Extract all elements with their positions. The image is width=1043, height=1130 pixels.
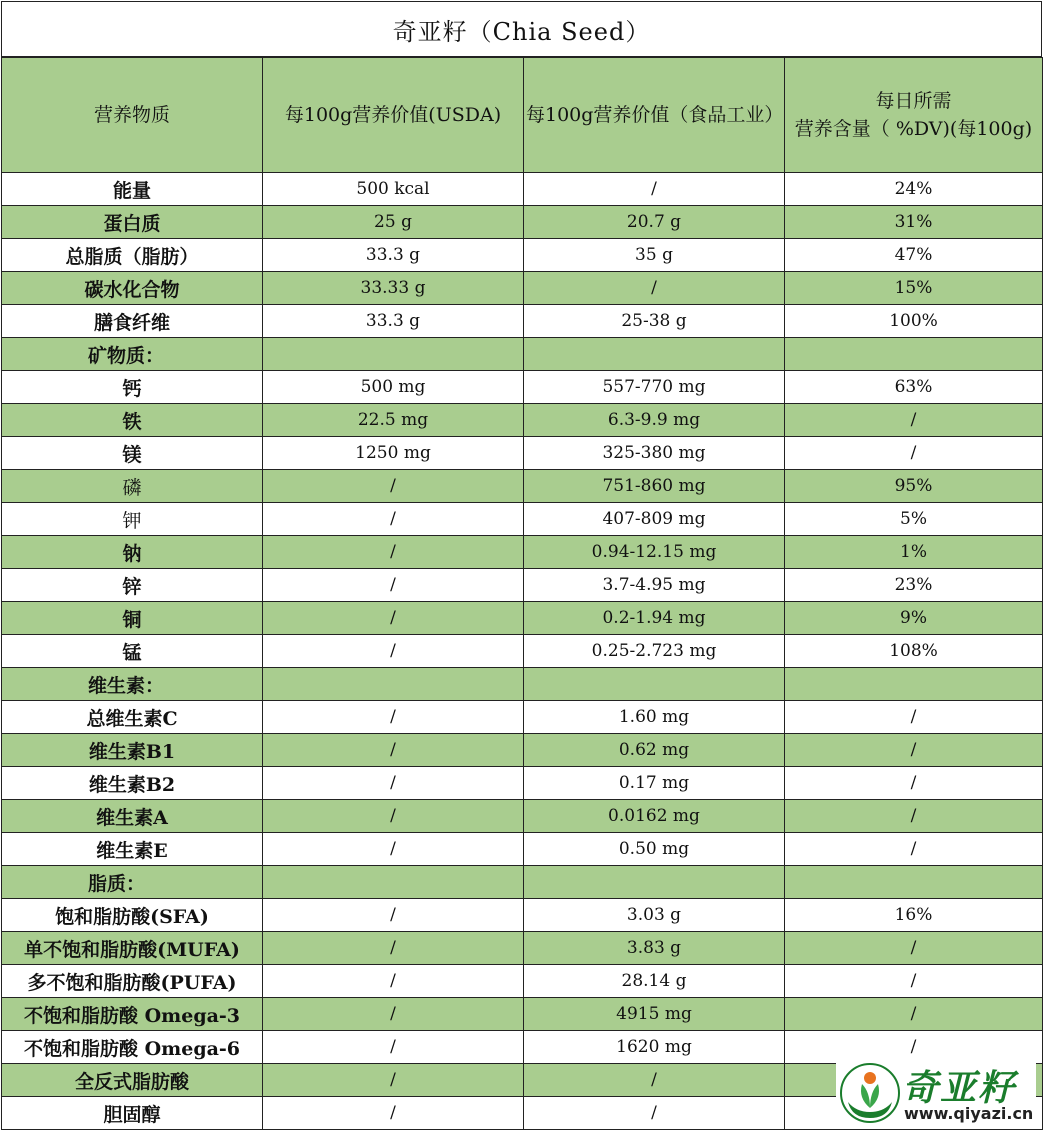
cell-usda: / — [263, 701, 524, 734]
cell-usda: 25 g — [263, 206, 524, 239]
cell-nutrient: 单不饱和脂肪酸(MUFA) — [2, 932, 263, 965]
table-row — [2, 800, 1043, 833]
cell-nutrient: 脂质： — [2, 866, 263, 899]
cell-industry: / — [524, 173, 785, 206]
cell-industry: 0.94-12.15 mg — [524, 536, 785, 569]
cell-dv: 63% — [785, 371, 1043, 404]
cell-dv: 108% — [785, 635, 1043, 668]
table-row — [2, 272, 1043, 305]
cell-usda: / — [263, 833, 524, 866]
cell-industry: 28.14 g — [524, 965, 785, 998]
cell-usda: / — [263, 536, 524, 569]
cell-dv: 31% — [785, 206, 1043, 239]
cell-industry: 25-38 g — [524, 305, 785, 338]
cell-nutrient: 维生素B2 — [2, 767, 263, 800]
cell-usda: / — [263, 1031, 524, 1064]
cell-industry: 0.50 mg — [524, 833, 785, 866]
table-row — [2, 239, 1043, 272]
cell-nutrient: 维生素E — [2, 833, 263, 866]
cell-usda: / — [263, 899, 524, 932]
cell-usda: 500 mg — [263, 371, 524, 404]
header-industry: 每100g营养价值（食品工业） — [524, 58, 785, 173]
cell-industry: 557-770 mg — [524, 371, 785, 404]
table-row — [2, 701, 1043, 734]
cell-usda: / — [263, 998, 524, 1031]
logo-url: www.qiyazi.cn — [904, 1104, 1034, 1123]
table-row — [2, 371, 1043, 404]
cell-usda: / — [263, 734, 524, 767]
cell-usda: / — [263, 800, 524, 833]
cell-dv: / — [785, 1031, 1043, 1064]
table-row — [2, 536, 1043, 569]
cell-industry: 3.83 g — [524, 932, 785, 965]
cell-usda: 33.3 g — [263, 305, 524, 338]
cell-dv — [785, 338, 1043, 371]
cell-industry: / — [524, 1064, 785, 1097]
cell-usda: / — [263, 569, 524, 602]
table-body — [2, 173, 1043, 1130]
cell-dv: 5% — [785, 503, 1043, 536]
cell-usda: 500 kcal — [263, 173, 524, 206]
cell-nutrient: 铜 — [2, 602, 263, 635]
cell-usda: / — [263, 932, 524, 965]
table-row — [2, 734, 1043, 767]
cell-dv: / — [785, 701, 1043, 734]
cell-dv: / — [785, 734, 1043, 767]
cell-dv: / — [785, 998, 1043, 1031]
cell-dv: 1% — [785, 536, 1043, 569]
cell-usda: / — [263, 602, 524, 635]
cell-dv: 47% — [785, 239, 1043, 272]
cell-nutrient: 饱和脂肪酸(SFA) — [2, 899, 263, 932]
cell-nutrient: 膳食纤维 — [2, 305, 263, 338]
cell-dv: 100% — [785, 305, 1043, 338]
table-row — [2, 173, 1043, 206]
table-row — [2, 932, 1043, 965]
cell-industry: 0.0162 mg — [524, 800, 785, 833]
nutrition-table — [1, 57, 1043, 1130]
cell-dv: 24% — [785, 173, 1043, 206]
cell-usda — [263, 866, 524, 899]
brand-logo — [836, 1060, 1036, 1126]
cell-dv: / — [785, 800, 1043, 833]
table-row — [2, 998, 1043, 1031]
cell-usda: / — [263, 1064, 524, 1097]
cell-dv: / — [785, 932, 1043, 965]
header-row — [2, 58, 1043, 173]
cell-nutrient: 矿物质： — [2, 338, 263, 371]
cell-dv — [785, 866, 1043, 899]
cell-dv: 9% — [785, 602, 1043, 635]
cell-nutrient: 铁 — [2, 404, 263, 437]
cell-industry: 751-860 mg — [524, 470, 785, 503]
cell-dv: 15% — [785, 272, 1043, 305]
table-row — [2, 668, 1043, 701]
header-dv — [785, 58, 1043, 173]
cell-industry: 0.25-2.723 mg — [524, 635, 785, 668]
table-row — [2, 404, 1043, 437]
cell-industry — [524, 338, 785, 371]
cell-industry: / — [524, 1097, 785, 1130]
cell-nutrient: 蛋白质 — [2, 206, 263, 239]
cell-dv: / — [785, 833, 1043, 866]
logo-name: 奇亚籽 — [902, 1067, 1017, 1109]
table-row — [2, 503, 1043, 536]
cell-dv: / — [785, 767, 1043, 800]
cell-nutrient: 总脂质（脂肪） — [2, 239, 263, 272]
cell-dv — [785, 668, 1043, 701]
cell-dv: 95% — [785, 470, 1043, 503]
cell-nutrient: 锰 — [2, 635, 263, 668]
cell-industry — [524, 866, 785, 899]
cell-industry: 3.03 g — [524, 899, 785, 932]
table-row — [2, 206, 1043, 239]
cell-industry — [524, 668, 785, 701]
cell-usda: 1250 mg — [263, 437, 524, 470]
cell-usda: / — [263, 965, 524, 998]
cell-usda: / — [263, 503, 524, 536]
table-row — [2, 437, 1043, 470]
cell-industry: 325-380 mg — [524, 437, 785, 470]
cell-industry: 3.7-4.95 mg — [524, 569, 785, 602]
cell-industry: 6.3-9.9 mg — [524, 404, 785, 437]
cell-industry: 1620 mg — [524, 1031, 785, 1064]
table-row — [2, 470, 1043, 503]
cell-usda: / — [263, 635, 524, 668]
cell-industry: 35 g — [524, 239, 785, 272]
table-row — [2, 602, 1043, 635]
cell-industry: 0.62 mg — [524, 734, 785, 767]
cell-usda — [263, 338, 524, 371]
cell-nutrient: 镁 — [2, 437, 263, 470]
cell-nutrient: 多不饱和脂肪酸(PUFA) — [2, 965, 263, 998]
table-row — [2, 767, 1043, 800]
cell-nutrient: 维生素B1 — [2, 734, 263, 767]
table-row — [2, 569, 1043, 602]
cell-industry: 1.60 mg — [524, 701, 785, 734]
cell-nutrient: 钙 — [2, 371, 263, 404]
cell-dv: 16% — [785, 899, 1043, 932]
cell-usda: 22.5 mg — [263, 404, 524, 437]
table-row — [2, 833, 1043, 866]
cell-nutrient: 总维生素C — [2, 701, 263, 734]
cell-nutrient: 不饱和脂肪酸 Omega-6 — [2, 1031, 263, 1064]
cell-nutrient: 全反式脂肪酸 — [2, 1064, 263, 1097]
cell-nutrient: 钾 — [2, 503, 263, 536]
cell-dv: 23% — [785, 569, 1043, 602]
cell-usda — [263, 668, 524, 701]
cell-usda: 33.33 g — [263, 272, 524, 305]
cell-industry: 0.17 mg — [524, 767, 785, 800]
table-row — [2, 1031, 1043, 1064]
leaf-hands-icon — [838, 1062, 902, 1124]
cell-nutrient: 能量 — [2, 173, 263, 206]
table-row — [2, 635, 1043, 668]
cell-nutrient: 磷 — [2, 470, 263, 503]
cell-nutrient: 不饱和脂肪酸 Omega-3 — [2, 998, 263, 1031]
cell-industry: 20.7 g — [524, 206, 785, 239]
table-row — [2, 899, 1043, 932]
cell-nutrient: 钠 — [2, 536, 263, 569]
table-row — [2, 866, 1043, 899]
cell-nutrient: 胆固醇 — [2, 1097, 263, 1130]
cell-nutrient: 维生素： — [2, 668, 263, 701]
cell-usda: 33.3 g — [263, 239, 524, 272]
cell-industry: 407-809 mg — [524, 503, 785, 536]
cell-nutrient: 锌 — [2, 569, 263, 602]
cell-dv: / — [785, 965, 1043, 998]
table-row — [2, 965, 1043, 998]
header-nutrient: 营养物质 — [2, 58, 263, 173]
cell-usda: / — [263, 470, 524, 503]
cell-industry: 0.2-1.94 mg — [524, 602, 785, 635]
cell-nutrient: 维生素A — [2, 800, 263, 833]
header-dv-text: 每日所需 营养含量（ %DV)(每100g) — [794, 90, 1033, 140]
cell-usda: / — [263, 1097, 524, 1130]
table-title: 奇亚籽（Chia Seed） — [1, 1, 1042, 57]
cell-industry: 4915 mg — [524, 998, 785, 1031]
table-row — [2, 338, 1043, 371]
header-usda: 每100g营养价值(USDA) — [263, 58, 524, 173]
cell-industry: / — [524, 272, 785, 305]
cell-dv: / — [785, 404, 1043, 437]
cell-usda: / — [263, 767, 524, 800]
cell-nutrient: 碳水化合物 — [2, 272, 263, 305]
cell-dv: / — [785, 437, 1043, 470]
table-row — [2, 305, 1043, 338]
